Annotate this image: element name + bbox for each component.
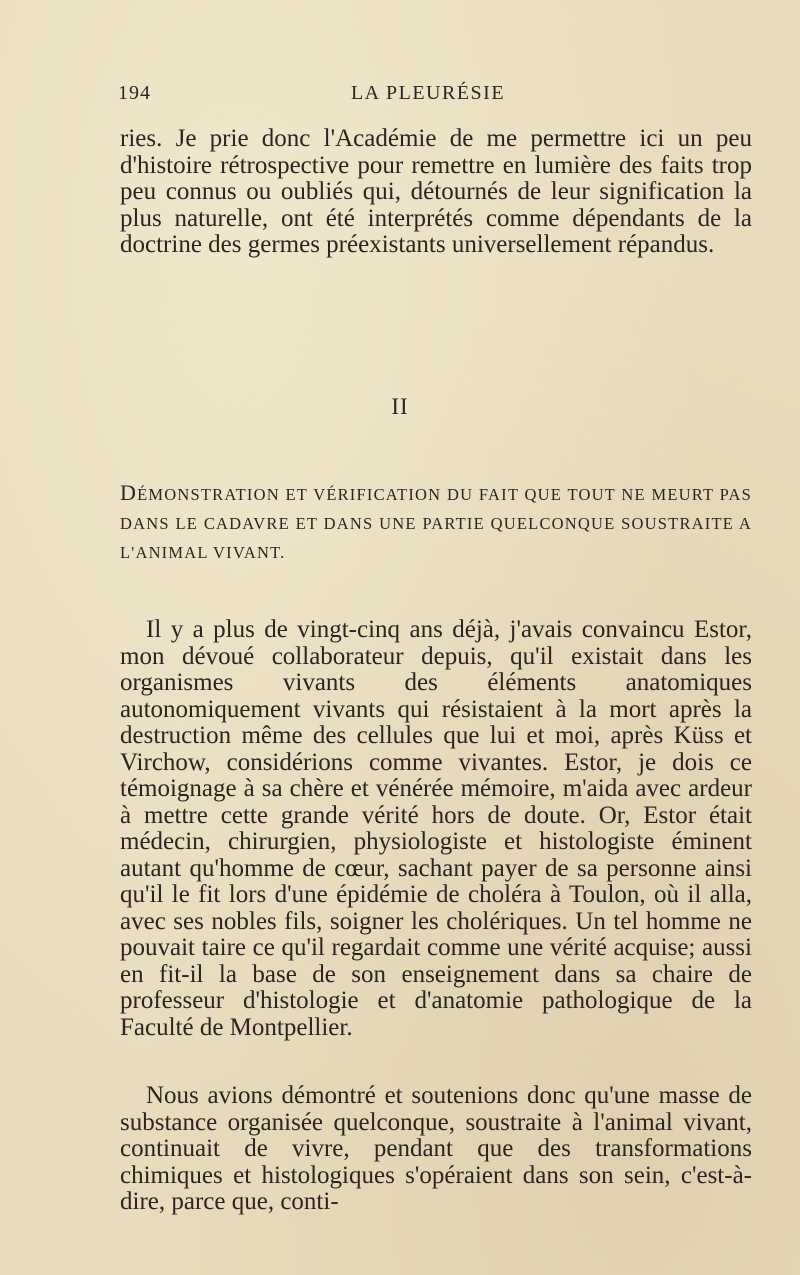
section-number: II <box>391 394 409 419</box>
page-header <box>118 82 738 108</box>
running-head: LA PLEURÉSIE <box>350 82 506 104</box>
section-title: DÉMONSTRATION ET VÉRIFICATION DU FAIT QUE TOUT NE MEURT PAS DANS LE CADAVRE ET DANS UNE PARTIE QUELCONQUE SOUSTRAITE A L'ANIMAL VIVANT. <box>120 480 752 562</box>
paragraph: Il y a plus de vingt-cinq ans déjà, j'avais convaincu Estor, mon dévoué collaborateur depuis, qu'il existait dans les organismes vivants des éléments anatomiques autonomiquement vivants qui résistaient à la mort après la destruction même des cellules que lui et moi, après Küss et Virchow, considérions comme vivantes. Estor, je dois ce témoignage à sa chère et vénérée mémoire, m'aida avec ardeur à mettre cette grande vérité hors de doute. Or, Estor était médecin, chirurgien, physiologiste et histologiste éminent autant qu'homme de cœur, sachant payer de sa personne ainsi qu'il le fit lors d'une épidémie de choléra à Toulon, où il alla, avec ses nobles fils, soigner les cholériques. Un tel homme ne pouvait taire ce qu'il regardait comme une vérité acquise; aussi en fit-il la base de son enseignement dans sa chaire de professeur d'histologie et d'anatomie pathologique de la Faculté de Montpellier. <box>120 616 752 1041</box>
page-number: 194 <box>118 82 151 104</box>
paragraph-continuation: ries. Je prie donc l'Académie de me permettre ici un peu d'histoire rétrospective pour remettre en lumière des faits trop peu connus ou oubliés qui, détournés de leur signification la plus naturelle, ont été interprétés comme dépendants de la doctrine des germes préexistants universellement répandus. <box>120 125 752 258</box>
paragraph: Nous avions démontré et soutenions donc qu'une masse de substance organisée quelconque, soustraite à l'animal vivant, continuait de vivre, pendant que des transformations chimiques et histologiques s'opéraient dans son sein, c'est-à-dire, parce que, conti- <box>120 1082 752 1215</box>
